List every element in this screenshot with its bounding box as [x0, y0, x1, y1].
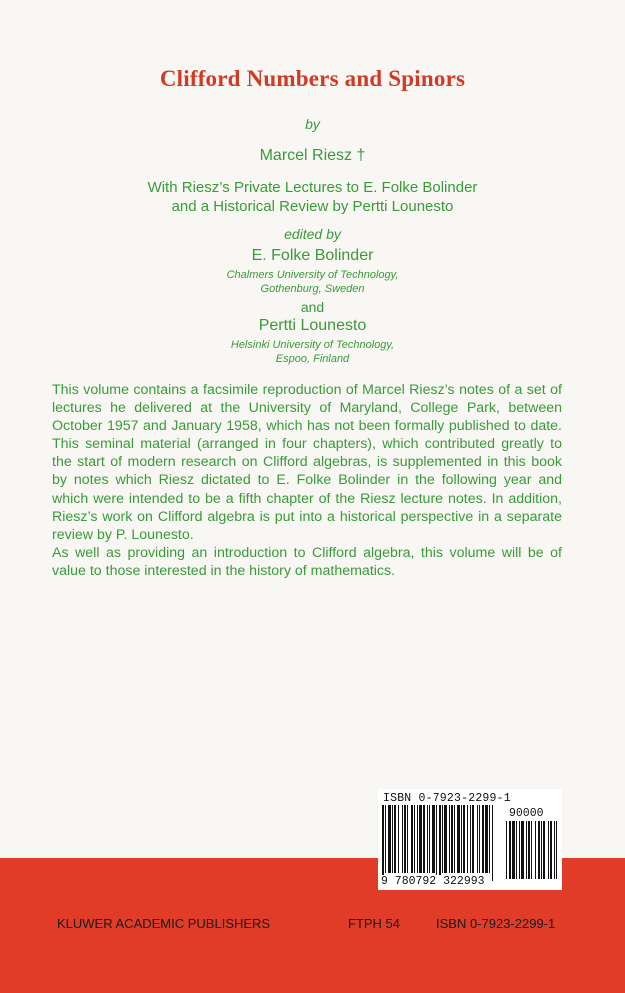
editor-2-affiliation-line-1: Helsinki University of Technology, — [230, 339, 395, 351]
subtitle-line-1: With Riesz’s Private Lectures to E. Folke Bolinder — [147, 179, 478, 196]
editor-1-affiliation-line-2: Gothenburg, Sweden — [260, 283, 365, 295]
addon-bar — [554, 821, 555, 879]
addon-bar — [541, 821, 542, 879]
subtitle-lectures — [0, 178, 625, 216]
barcode-bar — [388, 805, 391, 873]
barcode-bar — [402, 805, 403, 873]
barcode-bar — [461, 805, 462, 873]
barcode-bar — [404, 805, 406, 873]
addon-bar — [528, 821, 530, 879]
addon-bar — [509, 821, 511, 879]
series-code: FTPH 54 — [348, 916, 401, 931]
editor-1-affiliation — [0, 268, 625, 296]
barcode-bar — [472, 805, 474, 873]
barcode-bar — [429, 805, 430, 873]
editor-1-name: E. Folke Bolinder — [251, 247, 374, 264]
barcode-bar — [479, 805, 480, 873]
barcode-bar — [385, 805, 386, 873]
barcode-bar — [407, 805, 408, 873]
book-title: Clifford Numbers and Spinors — [159, 66, 466, 91]
description-paragraph-2: As well as providing an introduction to Clifford algebra, this volume will be of value to those interested in the history of mathematics. — [52, 544, 562, 579]
barcode-bar — [467, 805, 468, 873]
author-name: Marcel Riesz † — [259, 147, 366, 164]
barcode-bar — [436, 805, 437, 881]
subtitle-line-2: and a Historical Review by Pertti Lounesto — [171, 198, 454, 215]
addon-bar — [519, 821, 520, 879]
editor-2-name: Pertti Lounesto — [258, 317, 367, 334]
addon-bar — [506, 821, 507, 879]
addon-bar — [556, 821, 557, 879]
barcode-bar — [470, 805, 471, 873]
editor-2-affiliation — [0, 338, 625, 366]
addon-bar — [548, 821, 549, 879]
addon-bar — [521, 821, 524, 879]
barcode-ean-digits: 9 780792 322993 — [381, 875, 485, 888]
barcode-bar — [411, 805, 413, 873]
barcode-bar — [382, 805, 384, 881]
barcode-bar — [432, 805, 435, 873]
book-description — [52, 381, 562, 580]
barcode-bar — [423, 805, 425, 873]
editor-2-affiliation-line-2: Espoo, Finland — [275, 353, 350, 365]
publisher-name: KLUWER ACADEMIC PUBLISHERS — [57, 916, 271, 931]
edited-by-label: edited by — [284, 226, 341, 242]
by-line: by — [305, 116, 320, 132]
barcode-bar — [485, 805, 488, 873]
footer-isbn: ISBN 0-7923-2299-1 — [436, 916, 556, 931]
addon-bar — [531, 821, 532, 879]
barcode-bar — [394, 805, 396, 873]
addon-bar — [512, 821, 515, 879]
addon-bar — [538, 821, 540, 879]
barcode-bar — [482, 805, 484, 873]
barcode-bar — [439, 805, 441, 881]
barcode-isbn-label: ISBN 0-7923-2299-1 — [383, 792, 511, 805]
barcode-price-code: 90000 — [509, 807, 544, 820]
editor-1-affiliation-line-1: Chalmers University of Technology, — [226, 269, 399, 281]
barcode-bar — [392, 805, 393, 873]
barcode-bar — [419, 805, 422, 873]
barcode-bar — [463, 805, 465, 873]
addon-bar — [543, 821, 545, 879]
barcode-bar — [414, 805, 415, 873]
barcode-bar — [489, 805, 490, 873]
barcode-bar — [449, 805, 450, 873]
barcode-bar — [492, 805, 493, 881]
barcode-bar — [477, 805, 478, 873]
addon-bar — [535, 821, 536, 879]
barcode-bar — [457, 805, 460, 873]
barcode-bar — [427, 805, 428, 873]
barcode-bar — [454, 805, 455, 873]
barcode-bar — [442, 805, 443, 873]
barcode-bar — [444, 805, 447, 873]
addon-bar — [550, 821, 552, 879]
isbn-barcode — [378, 789, 562, 890]
barcode-bar — [398, 805, 399, 873]
addon-bar — [516, 821, 517, 879]
barcode-bar — [451, 805, 453, 873]
addon-bar — [526, 821, 527, 879]
description-paragraph-1: This volume contains a facsimile reproduction of Marcel Riesz’s notes of a set of lectures he delivered at the University of Maryland, College Park, between October 1957 and January 1958, which has not been formally published to date. This seminal material (arranged in four chapters), which contributed greatly to the start of modern research on Clifford algebras, is supplemented in this book by notes which Riesz dictated to E. Folke Bolinder in the following year and which were intended to be a fifth chapter of the Riesz lecture notes. In addition, Riesz’s work on Clifford algebra is put into a historical perspective in a separate review by P. Lounesto. — [52, 382, 562, 543]
and-label: and — [300, 299, 325, 315]
barcode-bar — [417, 805, 418, 873]
